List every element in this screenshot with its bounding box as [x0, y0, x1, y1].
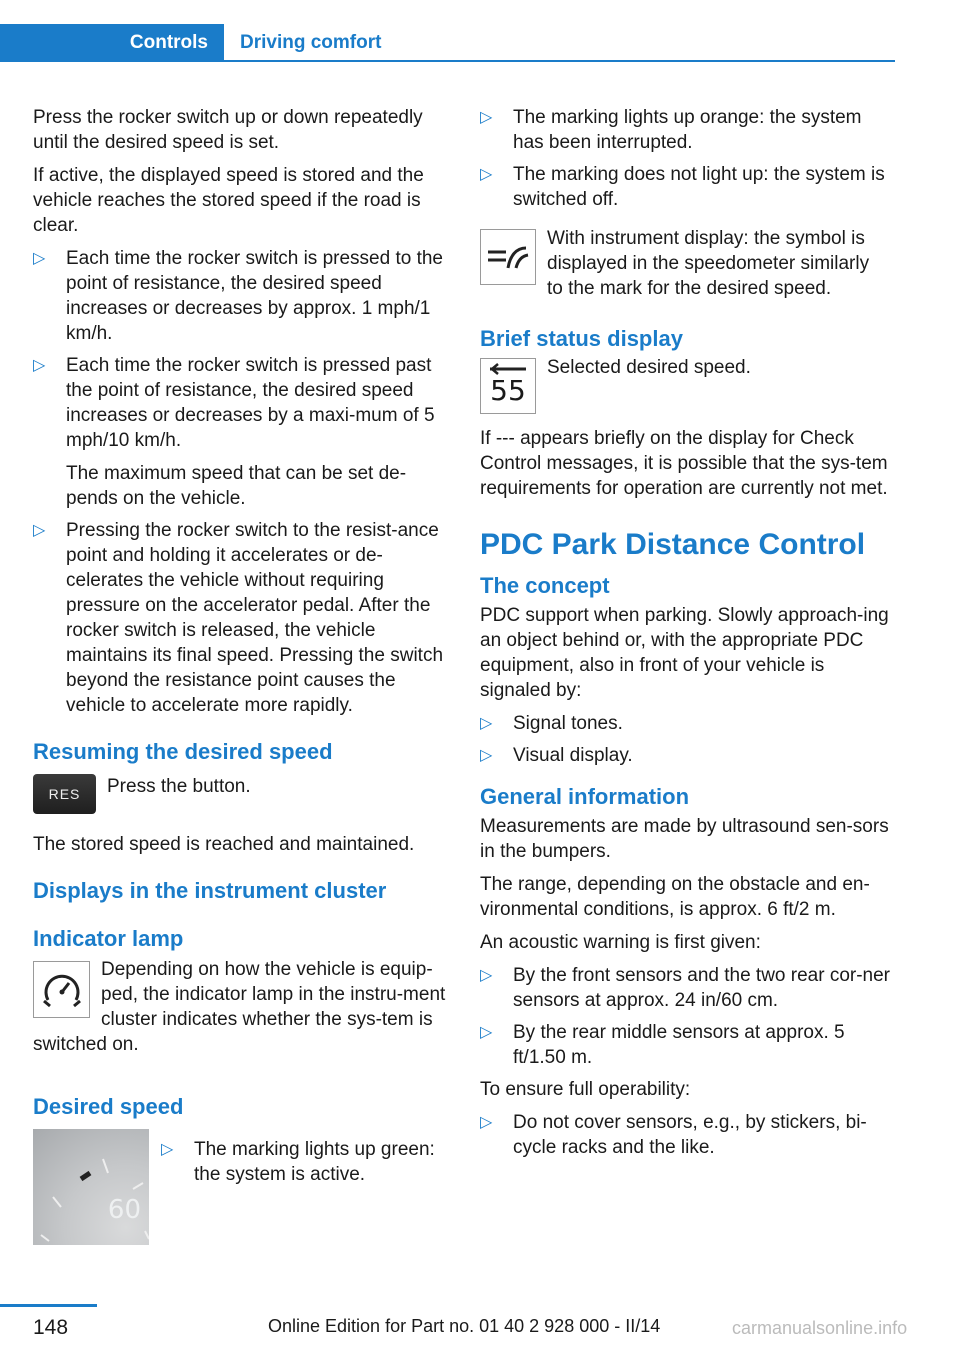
list-item	[480, 162, 890, 212]
heading-displays: Displays in the instrument cluster	[33, 878, 387, 903]
triangle-bullet-icon: ▷	[480, 1114, 493, 1131]
list-item-text: The marking lights up orange: the system has been interrupted.	[513, 107, 862, 153]
selected-speed-text: Selected desired speed.	[547, 357, 751, 378]
paragraph: To ensure full operability:	[480, 1079, 691, 1100]
triangle-bullet-icon: ▷	[480, 715, 493, 732]
paragraph: If --- appears briefly on the display for Check Control messages, it is possible that the sys‐tem requirements for operation are currently not met.	[480, 428, 888, 499]
triangle-bullet-icon: ▷	[480, 967, 493, 984]
indicator-text: Depending on how the vehicle is equip‐ped, the indicator lamp in the instru‐ment cluster indicates whether the sys‐tem is switched on.	[33, 959, 446, 1055]
heading-pdc: PDC Park Distance Control	[480, 528, 866, 561]
cruise-symbol-icon	[480, 229, 536, 285]
header-tab-section: Driving comfort	[240, 32, 382, 53]
list-item	[480, 743, 890, 768]
speed-55-icon	[480, 358, 536, 414]
heading-desired-speed: Desired speed	[33, 1094, 184, 1119]
page-number: 148	[33, 1316, 69, 1339]
list-item	[480, 1110, 890, 1160]
footer-rule	[0, 1304, 97, 1307]
cruise-indicator-icon	[33, 961, 90, 1018]
paragraph: If active, the displayed speed is stored and the vehicle reaches the stored speed if the road is clear.	[33, 165, 424, 236]
list-item-text: Pressing the rocker switch to the resist‐ance point and holding it accelerates or de‐celerates the vehicle without requiring pressure on the accelerator pedal. After the rocker switch is released, the vehicle maintains its final speed. Pressing the switch beyond the resistance point causes the vehicle to accelerate more rapidly.	[66, 520, 444, 716]
left-column	[33, 105, 449, 1245]
speed-55-number: 55	[490, 374, 526, 407]
list-item	[33, 518, 449, 718]
res-row	[33, 774, 449, 814]
right-column	[480, 105, 890, 1167]
list-item	[480, 105, 890, 155]
list-item-text: Each time the rocker switch is pressed to the point of resistance, the desired speed increases or decreases by approx. 1 mph/1 km/h.	[66, 248, 443, 344]
heading-brief-status: Brief status display	[480, 326, 683, 351]
paragraph: Press the rocker switch up or down repeatedly until the desired speed is set.	[33, 107, 423, 153]
list-item	[33, 246, 449, 346]
press-button-text: Press the button.	[107, 776, 251, 797]
triangle-bullet-icon: ▷	[480, 1024, 493, 1041]
list-item	[161, 1137, 449, 1238]
list-item-text: Each time the rocker switch is pressed past the point of resistance, the desired speed increases or decreases by a maxi‐mum of 5 mph/10 km/h.	[66, 355, 435, 451]
paragraph: The range, depending on the obstacle and en‐vironmental conditions, is approx. 6 ft/2 m.	[480, 874, 870, 920]
heading-concept: The concept	[480, 573, 610, 598]
instrument-row	[480, 226, 890, 301]
speedometer-number: 60	[107, 1195, 141, 1225]
list-item-text: Signal tones.	[513, 713, 623, 734]
list-item-text: The marking lights up green: the system is active.	[194, 1139, 435, 1185]
triangle-bullet-icon: ▷	[33, 357, 46, 374]
heading-indicator: Indicator lamp	[33, 926, 184, 951]
indicator-block	[33, 957, 449, 1057]
triangle-bullet-icon: ▷	[33, 250, 46, 267]
list-item-note: The maximum speed that can be set de‐pends on the vehicle.	[66, 463, 407, 509]
paragraph: Measurements are made by ultrasound sen‐sors in the bumpers.	[480, 816, 889, 862]
desired-speed-row	[33, 1129, 449, 1245]
paragraph: An acoustic warning is first given:	[480, 932, 761, 953]
list-item-text: The marking does not light up: the system is switched off.	[513, 164, 885, 210]
list-item	[33, 353, 449, 511]
watermark: carmanualsonline.info	[732, 1318, 908, 1338]
list-item	[480, 711, 890, 736]
triangle-bullet-icon: ▷	[480, 747, 493, 764]
speedometer-image	[33, 1129, 149, 1245]
footer-edition: Online Edition for Part no. 01 40 2 928 000 - II/14	[268, 1316, 661, 1336]
list-item-text: By the front sensors and the two rear cor‐ner sensors at approx. 24 in/60 cm.	[513, 965, 891, 1011]
list-item	[480, 963, 890, 1013]
res-button-icon: RES	[33, 774, 96, 814]
list-item-text: By the rear middle sensors at approx. 5 ft/1.50 m.	[513, 1022, 845, 1068]
heading-general: General information	[480, 784, 690, 809]
instrument-text: With instrument display: the symbol is displayed in the speedometer similarly to the mark for the desired speed.	[547, 228, 870, 299]
paragraph: PDC support when parking. Slowly approach‐ing an object behind or, with the appropriate PDC equipment, also in front of your vehicle is signaled by:	[480, 605, 889, 701]
paragraph: The stored speed is reached and maintained.	[33, 834, 415, 855]
triangle-bullet-icon: ▷	[480, 109, 493, 126]
header-rule	[224, 60, 895, 62]
list-item-text: Do not cover sensors, e.g., by stickers, bi‐cycle racks and the like.	[513, 1112, 867, 1158]
triangle-bullet-icon: ▷	[161, 1141, 174, 1158]
list-item	[480, 1020, 890, 1070]
triangle-bullet-icon: ▷	[33, 522, 46, 539]
triangle-bullet-icon: ▷	[480, 166, 493, 183]
list-item-text: Visual display.	[513, 745, 633, 766]
heading-resume: Resuming the desired speed	[33, 739, 333, 764]
header-tab-controls: Controls	[0, 24, 224, 62]
brief-status-row	[480, 355, 890, 414]
